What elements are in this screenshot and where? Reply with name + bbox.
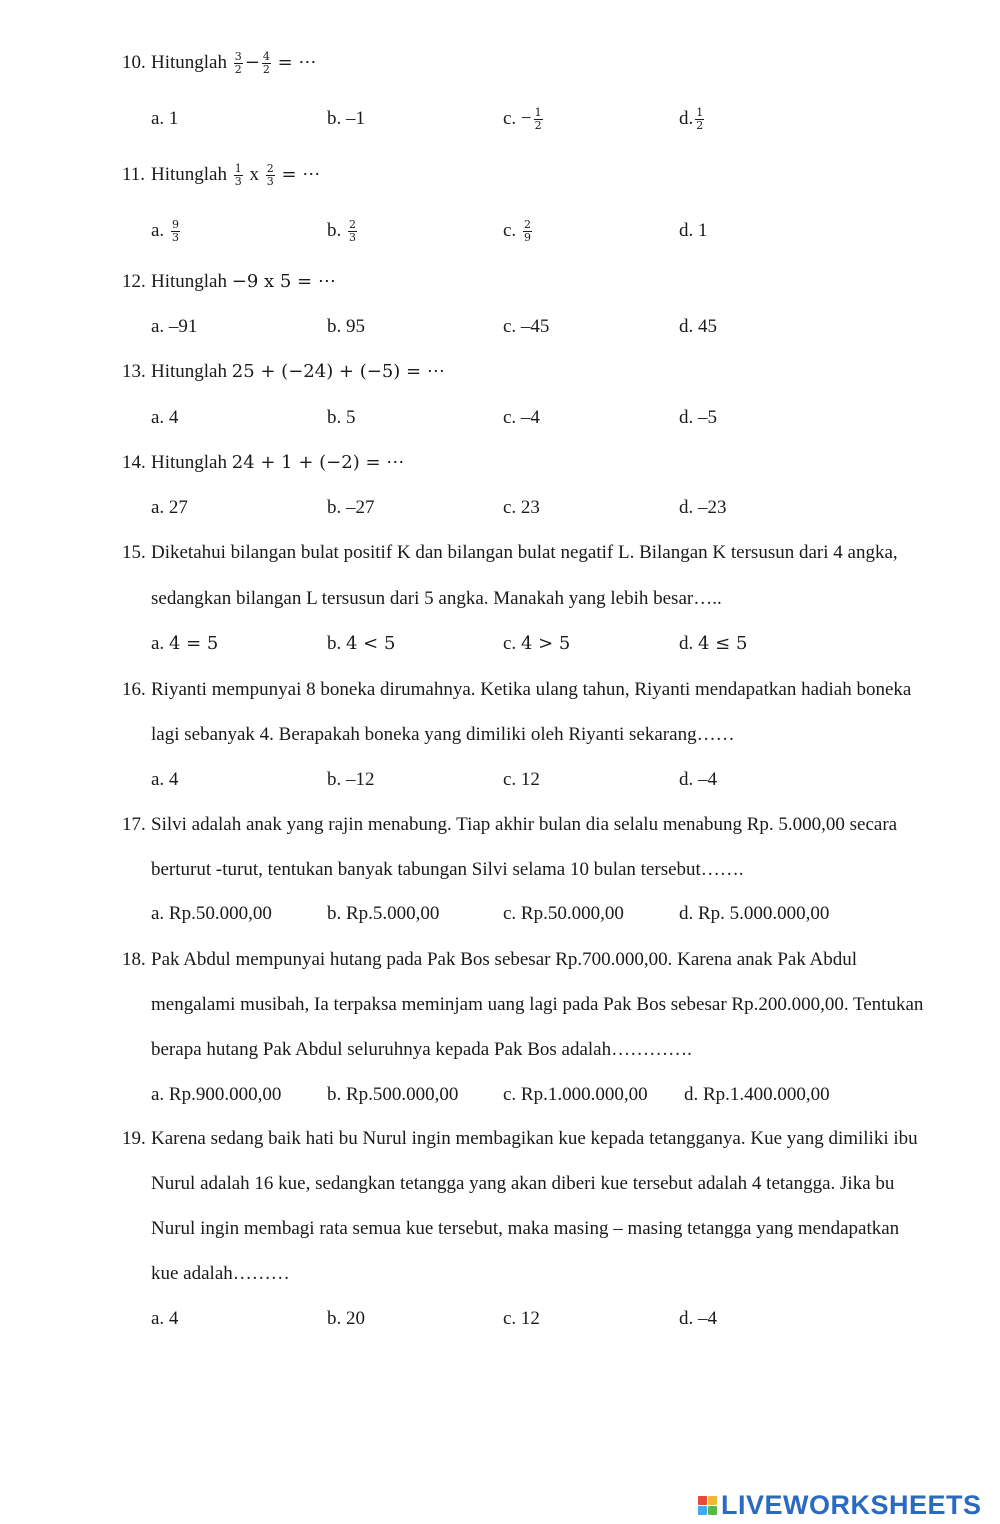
option-c[interactable]: c. –4 — [503, 407, 540, 428]
option-a[interactable]: a. 4 — [151, 407, 179, 428]
option-a[interactable]: a. 4 — [151, 769, 179, 790]
option-d[interactable]: d. 45 — [679, 316, 717, 337]
option-c[interactable]: c. 12 — [503, 1308, 540, 1329]
option-b[interactable]: b. 5 — [327, 407, 356, 428]
option-b[interactable]: b. $\frac{2}{3}$ — [327, 218, 356, 245]
brand-name: LIVEWORKSHEETS — [721, 1489, 982, 1520]
option-d[interactable]: d. –4 — [679, 769, 717, 790]
option-d[interactable]: d. Rp.1.400.000,00 — [684, 1084, 830, 1105]
option-a[interactable]: a. 4 — [151, 1308, 179, 1329]
fraction: $\frac{2}{3}$ — [349, 218, 356, 245]
option-c[interactable]: c. 23 — [503, 497, 540, 518]
option-a[interactable]: a. 4 = 5 — [151, 633, 219, 654]
option-a[interactable]: a. Rp.50.000,00 — [151, 903, 272, 924]
option-b[interactable]: b. 4 < 5 — [327, 633, 396, 654]
option-b[interactable]: b. 95 — [327, 316, 365, 337]
option-b[interactable]: b. –27 — [327, 497, 375, 518]
fraction: $\frac{2}{3}$ — [266, 162, 274, 189]
option-b[interactable]: b. –12 — [327, 769, 375, 790]
brand-logo-icon — [698, 1496, 717, 1515]
option-a[interactable]: a. $\frac{9}{3}$ — [151, 218, 179, 245]
option-c[interactable]: c. Rp.50.000,00 — [503, 903, 624, 924]
fraction: $\frac{1}{2}$ — [696, 106, 704, 133]
option-b[interactable]: b. Rp.500.000,00 — [327, 1084, 459, 1105]
option-d[interactable]: d. –23 — [679, 497, 727, 518]
option-c[interactable]: c. − $\frac{1}{2}$ — [503, 106, 542, 133]
option-a[interactable]: a. 27 — [151, 497, 188, 518]
option-b[interactable]: b. 20 — [327, 1308, 365, 1329]
option-c[interactable]: c. Rp.1.000.000,00 — [503, 1084, 648, 1105]
option-d[interactable]: d. Rp. 5.000.000,00 — [679, 903, 830, 924]
fraction: $\frac{1}{2}$ — [534, 106, 542, 133]
option-d[interactable]: d. $\frac{1}{2}$ — [679, 106, 704, 133]
worksheet-page: 10. Hitunglah $\frac{3}{2}$ − $\frac{4}{2}$ = ⋯ a. 1 b. –1 c. − $\frac{1}{2}$ d. $\frac{1}{2}$ 11. Hitunglah $\frac{1}{3}$ x $\frac{2}{3}$ = ⋯ a. $\frac{9}{3}$ b. $\frac{2}{3}$ c. $\frac{2}{9}$ d. 1 12. Hitunglah −9 x 5 = ⋯ a. –91 b. 95 c. –45 d. 45 13. Hitunglah 25 + (−24) + (−5) = ⋯ a. 4 b. 5 c. –4 d. –5 14. Hitunglah 24 + 1 + (−2) = ⋯ a. 27 b. –27 c. 23 d. –23 15. Diketahui bilangan bulat positif K dan bilangan bulat negatif L. Bilangan K tersusun dari 4 angka, sedangkan bilangan L tersusun dari 5 angka. Manakah yang lebih besar….. a. 4 = 5 b. 4 < 5 c. 4 > 5 d. 4 ≤ 5 16. Riyanti mempunyai 8 boneka dirumahnya. Ketika ulang tahun, Riyanti mendapatkan hadiah boneka lagi sebanyak 4. Berapakah boneka yang dimiliki oleh Riyanti sekarang…… a. 4 b. –12 c. 12 d. –4 17. Silvi adalah anak yang rajin menabung. Tiap akhir bulan dia selalu menabung Rp. 5.000,00 secara berturut -turut, tentukan banyak tabungan Silvi selama 10 bulan tersebut……. a. Rp.50.000,00 b. Rp.5.000,00 c. Rp.50.000,00 d. Rp. 5.000.000,00 18. Pak Abdul mempunyai hutang pada Pak Bos sebesar Rp.700.000,00. Karena anak Pak Abdul mengalami musibah, Ia terpaksa meminjam uang lagi pada Pak Bos sebesar Rp.200.000,00. Tentukan berapa hutang Pak Abdul seluruhnya kepada Pak Bos adalah…………. a. Rp.900.000,00 b. Rp.500.000,00 c. Rp.1.000.000,00 d. Rp.1.400.000,00 19. Karena sedang baik hati bu Nurul ingin membagikan kue kepada tetangganya. Kue yang dimiliki ibu Nurul adalah 16 kue, sedangkan tetangga yang akan diberi kue tersebut adalah 4 tetangga. Jika bu Nurul ingin membagi rata semua kue tersebut, maka masing – masing tetangga yang mendapatkan kue adalah……… a. 4 b. 20 c. 12 d. –4 LIVEWORKSHEETS — [0, 0, 1000, 1524]
option-d[interactable]: d. –5 — [679, 407, 717, 428]
option-d[interactable]: d. –4 — [679, 1308, 717, 1329]
option-b[interactable]: b. Rp.5.000,00 — [327, 903, 440, 924]
option-a[interactable]: a. –91 — [151, 316, 198, 337]
fraction: $\frac{4}{2}$ — [262, 50, 270, 77]
option-c[interactable]: c. $\frac{2}{9}$ — [503, 218, 531, 245]
option-a[interactable]: a. 1 — [151, 108, 179, 129]
fraction: $\frac{1}{3}$ — [234, 162, 242, 189]
option-c[interactable]: c. –45 — [503, 316, 550, 337]
liveworksheets-logo[interactable] — [698, 1488, 982, 1522]
option-c[interactable]: c. 4 > 5 — [503, 633, 571, 654]
option-c[interactable]: c. 12 — [503, 769, 540, 790]
option-d[interactable]: d. 1 — [679, 220, 708, 241]
fraction: $\frac{2}{9}$ — [523, 218, 531, 245]
option-b[interactable]: b. –1 — [327, 108, 365, 129]
fraction: $\frac{9}{3}$ — [171, 218, 179, 245]
fraction: $\frac{3}{2}$ — [234, 50, 242, 77]
option-d[interactable]: d. 4 ≤ 5 — [679, 633, 748, 654]
option-a[interactable]: a. Rp.900.000,00 — [151, 1084, 282, 1105]
